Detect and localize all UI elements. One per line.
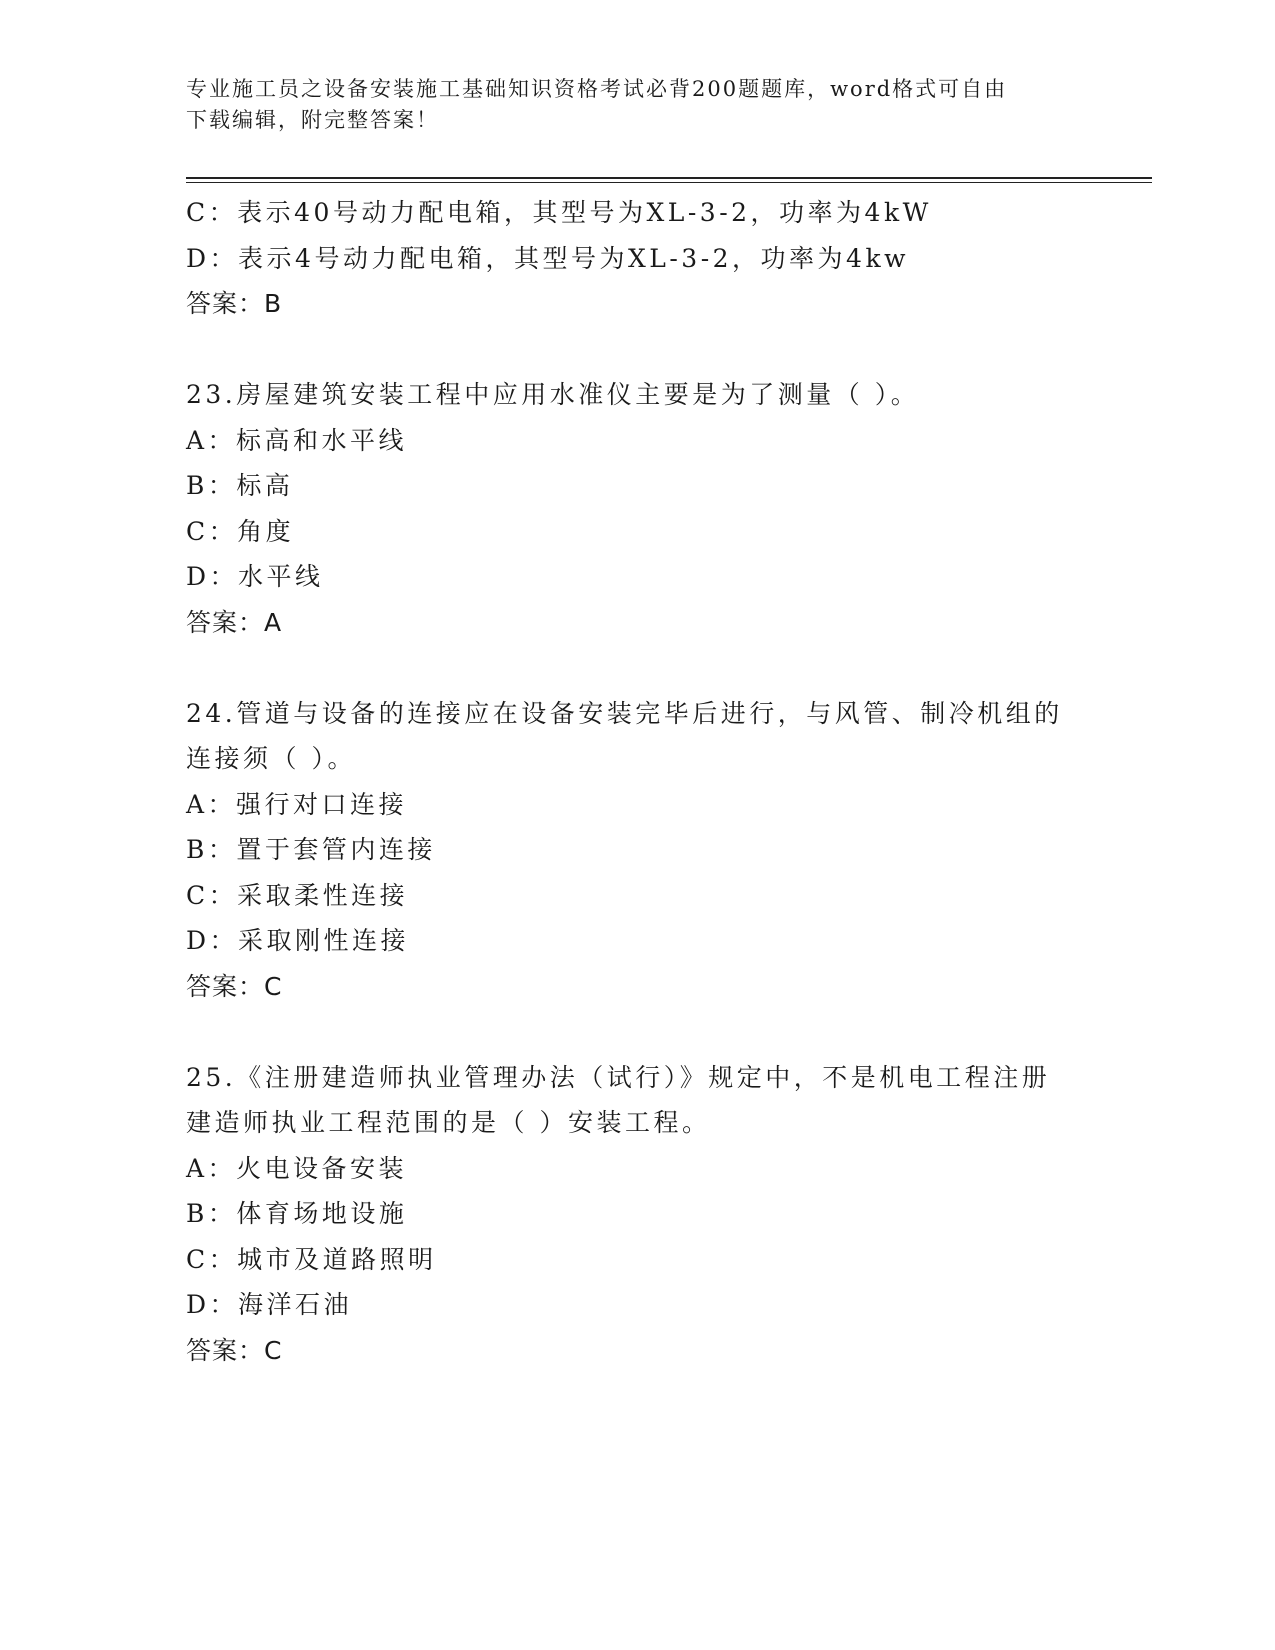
option-line: A：标高和水平线 [186,425,408,455]
page-header [186,74,1066,136]
answer-line: 答案：B [186,289,283,318]
blank-line [186,1009,1086,1055]
question-text: 建造师执业工程范围的是（ ）安装工程。 [186,1108,711,1137]
option-line: D：表示4号动力配电箱，其型号为XL-3-2，功率为4kw [186,243,910,273]
option-line: B：体育场地设施 [186,1199,408,1228]
option-line: D：海洋石油 [186,1290,353,1319]
option-line: B：置于套管内连接 [186,835,436,864]
question-text: 连接须（ ）。 [186,744,356,773]
header-line-2: 下载编辑，附完整答案！ [186,108,439,132]
question-text: 23.房屋建筑安装工程中应用水准仪主要是为了测量（ ）。 [186,380,920,409]
question-text: 25.《注册建造师执业管理办法（试行）》规定中，不是机电工程注册 [186,1062,1051,1092]
option-line: D：水平线 [186,562,324,591]
header-rule-thick [186,177,1152,179]
option-line: C：角度 [186,516,295,546]
option-line: B：标高 [186,471,294,500]
question-list [186,190,1086,1373]
option-line: C：城市及道路照明 [186,1244,437,1274]
question-text: 24.管道与设备的连接应在设备安装完毕后进行，与风管、制冷机组的 [186,698,1063,728]
blank-line [186,645,1086,691]
option-line: C：采取柔性连接 [186,880,409,910]
answer-line: 答案：C [186,971,283,1001]
answer-line: 答案：C [186,1335,283,1365]
answer-line: 答案：A [186,607,283,637]
header-rule-thin [186,182,1152,183]
option-line: A：强行对口连接 [186,789,408,819]
blank-line [186,327,1086,373]
option-line: A：火电设备安装 [186,1153,408,1183]
option-line: D：采取刚性连接 [186,926,410,955]
option-line: C：表示40号动力配电箱，其型号为XL-3-2，功率为4kW [186,198,932,227]
header-line-1: 专业施工员之设备安装施工基础知识资格考试必背200题题库，word格式可自由 [186,77,1008,101]
